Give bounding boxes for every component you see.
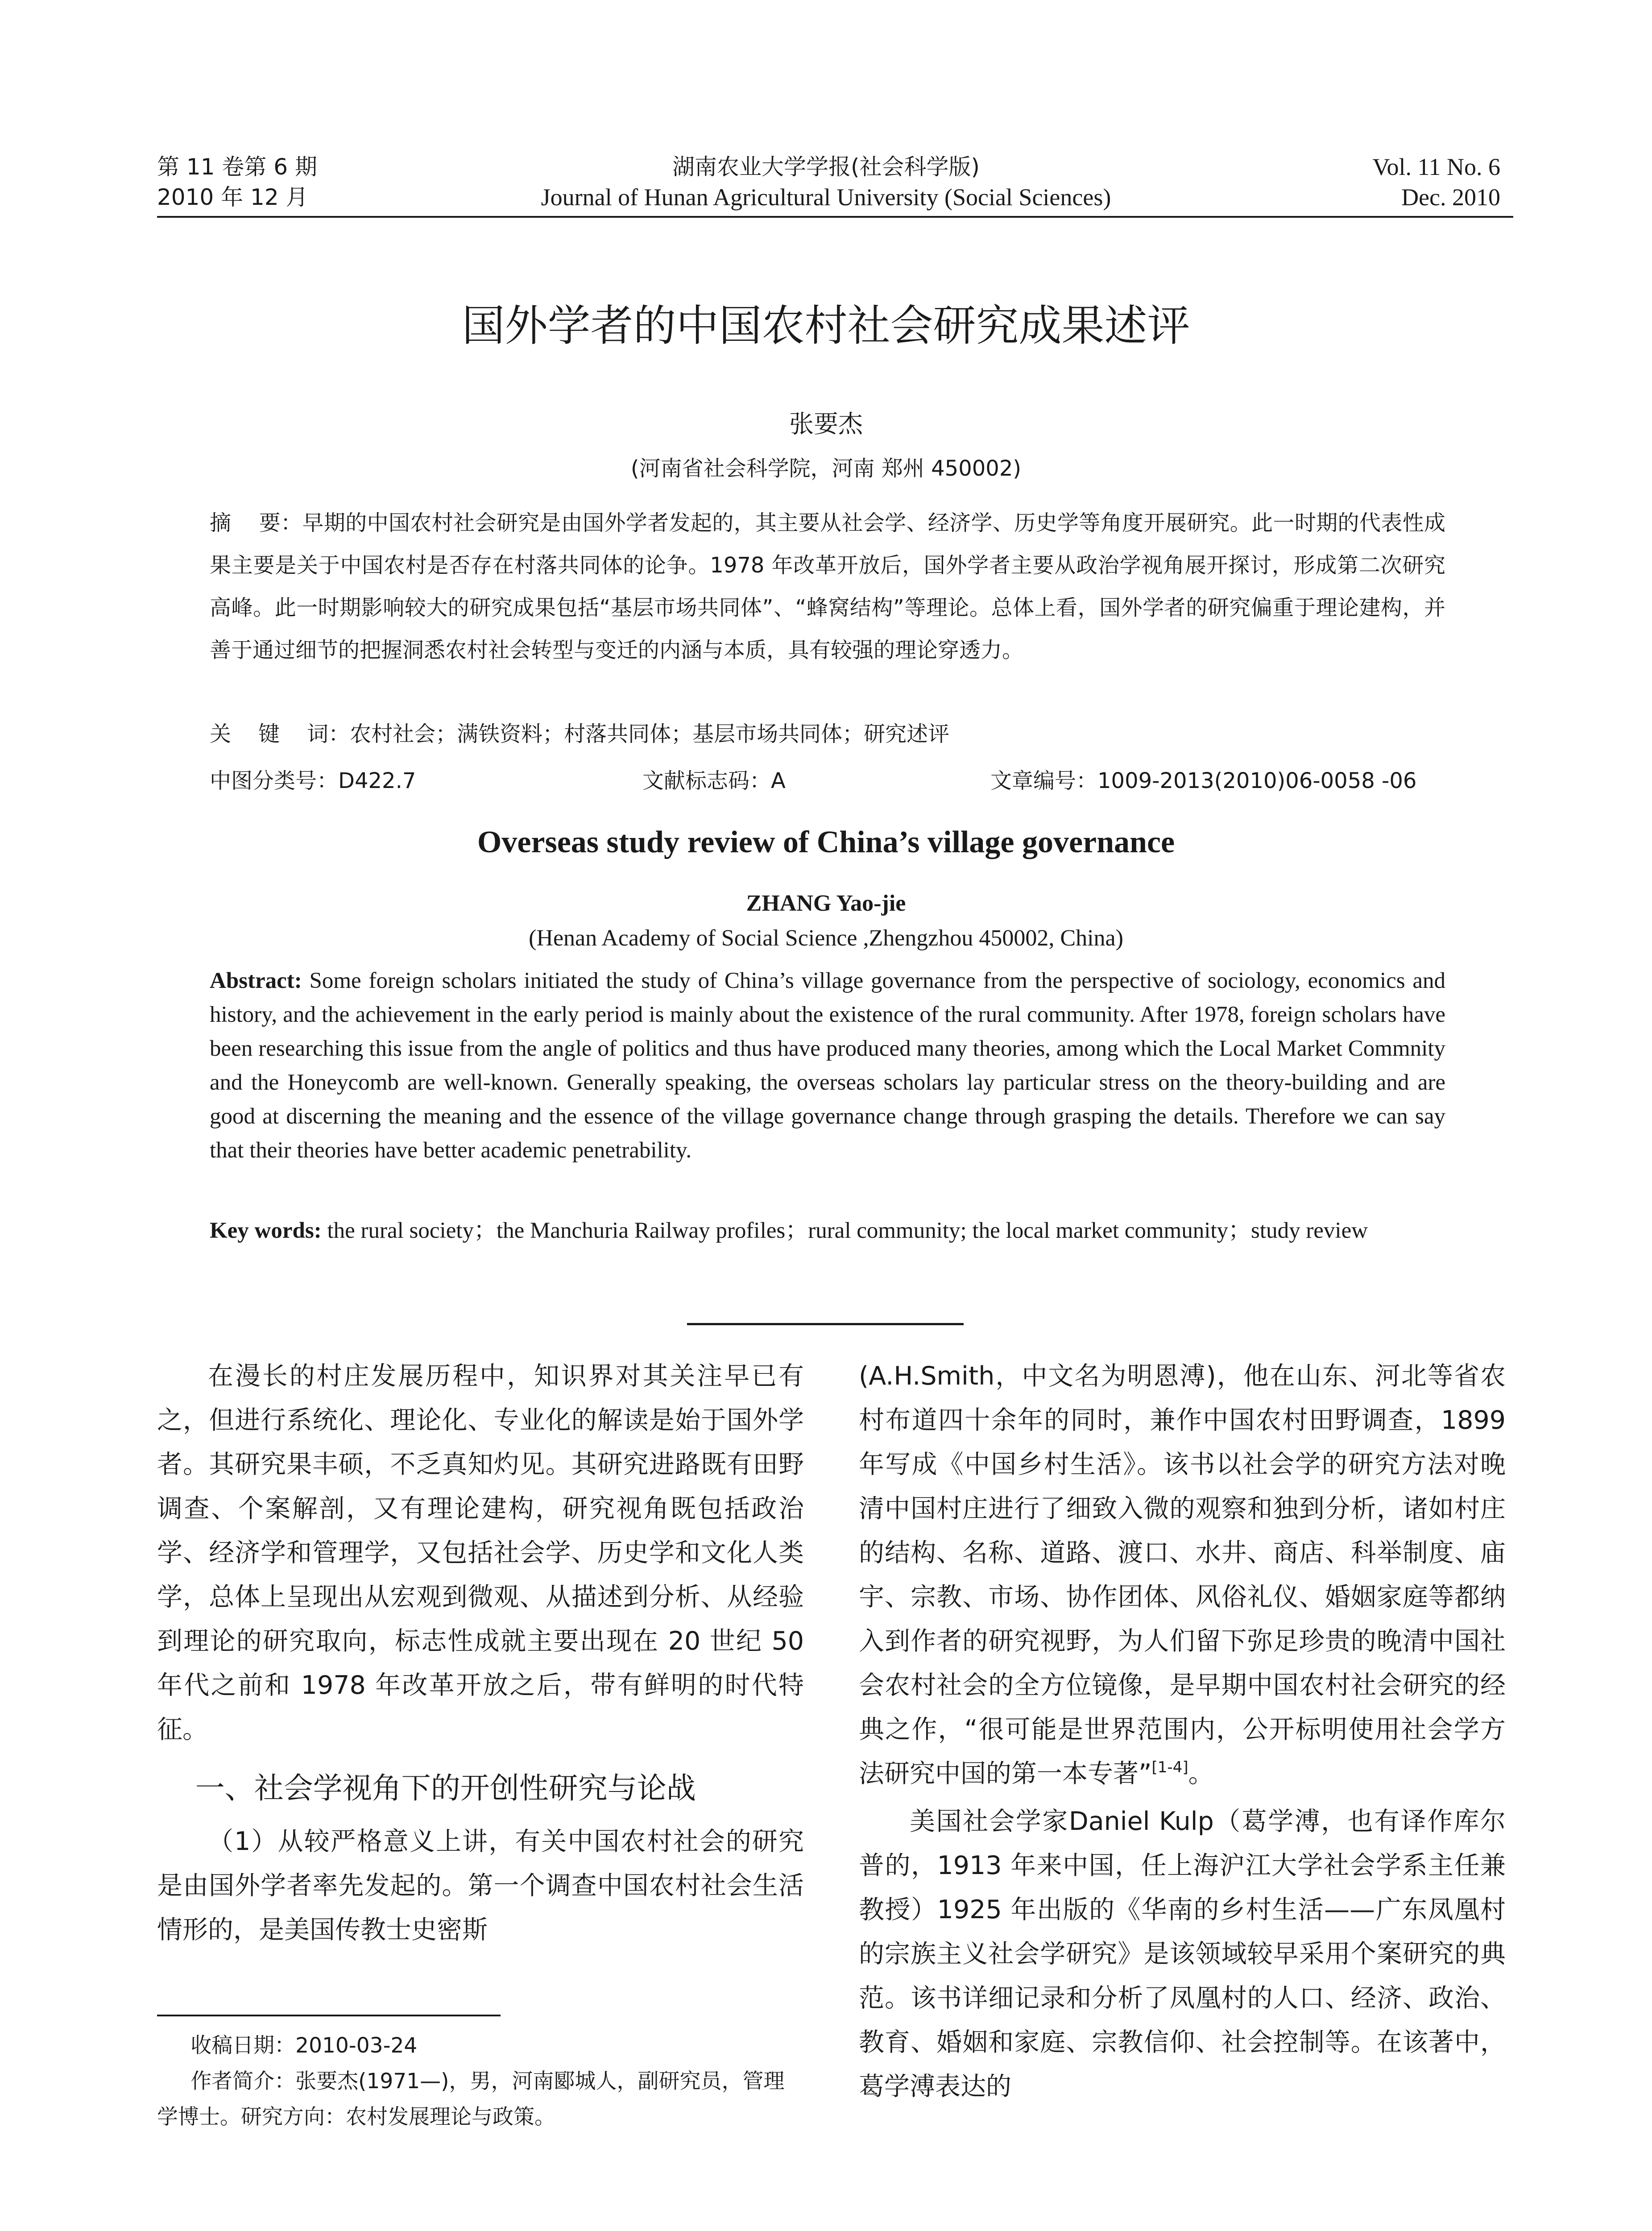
body-paragraph-end: 。 bbox=[1188, 1759, 1214, 1788]
section-separator bbox=[687, 1323, 964, 1325]
article-number: 文章编号：1009-2013(2010)06-0058 -06 bbox=[990, 768, 1417, 793]
author-zh: 张要杰 bbox=[789, 410, 863, 438]
keywords-en-text: the rural society；the Manchuria Railway profiles；rural community; the local market community；study review bbox=[321, 1218, 1368, 1243]
body-paragraph bbox=[859, 1354, 1506, 1796]
affiliation-zh: (河南省社会科学院，河南 郑州 450002) bbox=[630, 456, 1022, 481]
keywords-zh-label: 关 键 词： bbox=[210, 722, 350, 746]
citation-ref: [1-4] bbox=[1151, 1758, 1188, 1776]
keywords-zh-text: 农村社会；满铁资料；村落共同体；基层市场共同体；研究述评 bbox=[350, 722, 950, 746]
body-paragraph-text: (A.H.Smith，中文名为明恩溥)，他在山东、河北等省农村布道四十余年的同时，兼作中国农村田野调查，1899 年写成《中国乡村生活》。该书以社会学的研究方法对晚清中国村庄进行了细致入微的观察和独到分析，诸如村庄的结构、名称、道路、渡口、水井、商店、科举制度、庙宇、宗教、市场、协作团体、风俗礼仪、婚姻家庭等都纳入到作者的研究视野，为人们留下弥足珍贵的晚清中国社会农村社会的全方位镜像，是早期中国农村社会研究的经典之作，“很可能是世界范围内，公开标明使用社会学方法研究中国的第一本专著” bbox=[859, 1361, 1506, 1788]
keywords-zh bbox=[210, 716, 1445, 752]
abstract-zh bbox=[210, 502, 1445, 672]
received-date: 收稿日期：2010-03-24 bbox=[190, 2033, 418, 2058]
footnote-rule bbox=[157, 2015, 501, 2016]
author-bio: 作者简介：张要杰(1971—)，男，河南郾城人，副研究员，管理学博士。研究方向：农村发展理论与政策。 bbox=[157, 2069, 785, 2129]
header-journal-zh: 湖南农业大学学报(社会科学版) bbox=[672, 154, 980, 180]
abstract-en bbox=[210, 964, 1445, 1167]
section-heading: 一、社会学视角下的开创性研究与论战 bbox=[195, 1771, 696, 1805]
body-paragraph: 美国社会学家Daniel Kulp（葛学溥，也有译作库尔普的，1913 年来中国，任上海沪江大学社会学系主任兼教授）1925 年出版的《华南的乡村生活——广东凤凰村的宗族主义社会学研究》是该领域较早采用个案研究的典范。该书详细记录和分析了凤凰村的人口、经济、政治、教育、婚姻和家庭、宗教信仰、社会控制等。在该著中，葛学溥表达的 bbox=[859, 1807, 1506, 2101]
header-date-en: Dec. 2010 bbox=[1401, 184, 1500, 211]
clc-number: 中图分类号：D422.7 bbox=[210, 768, 416, 793]
abstract-zh-text: 早期的中国农村社会研究是由国外学者发起的，其主要从社会学、经济学、历史学等角度开展研究。此一时期的代表性成果主要是关于中国农村是否存在村落共同体的论争。1978 年改革开放后，国外学者主要从政治学视角展开探讨，形成第二次研究高峰。此一时期影响较大的研究成果包括“基层市场共同体”、“蜂窝结构”等理论。总体上看，国外学者的研究偏重于理论建构，并善于通过细节的把握洞悉农村社会转型与变迁的内涵与本质，具有较强的理论穿透力。 bbox=[210, 510, 1445, 663]
header-volume-zh: 第 11 卷第 6 期 bbox=[157, 154, 318, 180]
document-code: 文献标志码：A bbox=[642, 768, 786, 793]
keywords-en bbox=[210, 1211, 1445, 1250]
header-volume-en: Vol. 11 No. 6 bbox=[1372, 153, 1500, 180]
header-date-zh: 2010 年 12 月 bbox=[157, 184, 308, 210]
affiliation-en: (Henan Academy of Social Science ,Zhengzhou 450002, China) bbox=[529, 925, 1123, 951]
author-en: ZHANG Yao-jie bbox=[746, 891, 906, 916]
abstract-en-text: Some foreign scholars initiated the study of China’s village governance from the perspective of sociology, economics and history, and the achievement in the early period is mainly about the existence of the rural community. After 1978, foreign scholars have been researching this issue from the angle of politics and thus have produced many theories, among which the Local Market Commnity and the Honeycomb are well-known. Generally speaking, the overseas scholars lay particular stress on the theory-building and are good at discerning the meaning and the essence of the village governance change through grasping the details. Therefore we can say that their theories have better academic penetrability. bbox=[210, 968, 1445, 1163]
footnote bbox=[157, 2028, 804, 2135]
paper-title-zh: 国外学者的中国农村社会研究成果述评 bbox=[462, 301, 1190, 351]
body-paragraph: （1）从较严格意义上讲，有关中国农村社会的研究是由国外学者率先发起的。第一个调查中国农村社会生活情形的，是美国传教士史密斯 bbox=[157, 1827, 804, 1945]
body-paragraph: 在漫长的村庄发展历程中，知识界对其关注早已有之，但进行系统化、理论化、专业化的解读是始于国外学者。其研究果丰硕，不乏真知灼见。其研究进路既有田野调查、个案解剖，又有理论建构，研究视角既包括政治学、经济学和管理学，又包括社会学、历史学和文化人类学，总体上呈现出从宏观到微观、从描述到分析、从经验到理论的研究取向，标志性成就主要出现在 20 世纪 50 年代之前和 1978 年改革开放之后，带有鲜明的时代特征。 bbox=[157, 1361, 804, 1744]
keywords-en-label: Key words: bbox=[210, 1218, 322, 1243]
body-left-column bbox=[157, 1354, 804, 1952]
abstract-en-label: Abstract: bbox=[210, 968, 302, 993]
body-right-column bbox=[859, 1354, 1506, 2109]
paper-title-en: Overseas study review of China’s village governance bbox=[477, 825, 1175, 859]
header-journal-en: Journal of Hunan Agricultural University (Social Sciences) bbox=[541, 184, 1111, 211]
abstract-zh-label: 摘 要： bbox=[210, 510, 302, 535]
header-rule bbox=[157, 216, 1513, 218]
